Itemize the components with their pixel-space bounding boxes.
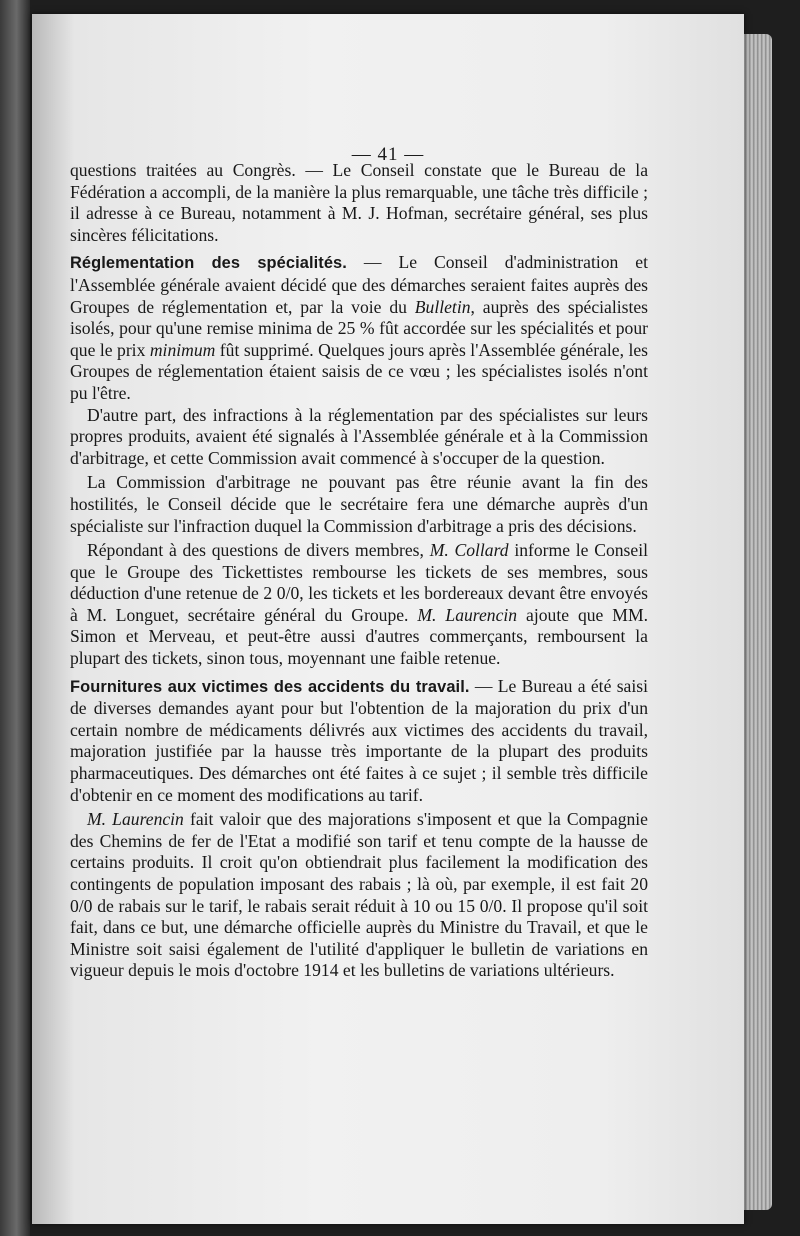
paragraph-text: fait valoir que des majorations s'imposent et que la Compagnie des Chemins de fer de l'Etat a modifié son tarif et tenu compte de la hausse de certains produits. Il croit qu'on obtiendrait plus facilement la modification des contingents de population imposant des rabais ; là où, par exemple, il est fait 20 0/0 de rabais sur le tarif, le rabais serait réduit à 10 ou 15 0/0. Il propose qu'il soit fait, dans ce but, une démarche officielle auprès du Ministre du Travail, et que le Ministre soit saisi également de l'utilité d'appliquer le bulletin de variations en vigueur depuis le mois d'octobre 1914 et les bulletins de variations ultérieurs. bbox=[70, 809, 648, 981]
italic-term: minimum bbox=[149, 339, 216, 360]
page-number: — 41 — bbox=[351, 144, 425, 165]
facing-page-edge bbox=[0, 0, 30, 1236]
paragraph-text: informe le Conseil que le Groupe des Tickettistes rembourse les tickets de ses membres, sous déduction d'une retenue de 2 0/0, les tickets et les bordereaux devant être envoyés à M. Longuet, secrétaire général du Groupe. bbox=[70, 540, 648, 625]
paragraph-text: — Le Bureau a été saisi de diverses demandes ayant pour but l'obtention de la majoration du prix d'un certain nombre de médicaments délivrés aux victimes des accidents du travail, majoration justifiée par la hausse très importante de la plupart des produits pharmaceutiques. Des démarches ont été faites à ce sujet ; il semble très difficile d'obtenir en ce moment des modifications au tarif. bbox=[70, 675, 648, 805]
paragraph-infractions bbox=[70, 405, 648, 470]
section-heading: Réglementation des spécialités. bbox=[70, 254, 347, 273]
person-name: M. Collard bbox=[429, 540, 509, 561]
person-name: M. Laurencin bbox=[417, 604, 518, 625]
paragraph-text: La Commission d'arbitrage ne pouvant pas être réunie avant la fin des hostilités, le Conseil décide que le secrétaire fera une démarche auprès d'un spécialiste sur l'infraction duquel la Commission d'arbitrage a pris des décisions. bbox=[70, 472, 648, 536]
person-name: M. Laurencin bbox=[87, 809, 184, 830]
paragraph-accidents bbox=[70, 676, 648, 807]
paragraph-text: D'autre part, des infractions à la réglementation par des spécialistes sur leurs propres produits, avaient été signalés à l'Assemblée générale et à la Commission d'arbitrage, et cette Commission avait commencé à s'occuper de la question. bbox=[70, 404, 648, 468]
paragraph-laurencin bbox=[70, 809, 648, 982]
book-page bbox=[32, 14, 744, 1224]
body-text bbox=[70, 160, 648, 982]
paragraph-specialites bbox=[70, 252, 648, 404]
paragraph-text: questions traitées au Congrès. — Le Conseil constate que le Bureau de la Fédération a accompli, de la manière la plus remarquable, une tâche très difficile ; il adresse à ce Bureau, notamment à M. J. Hofman, secrétaire général, ses plus sincères félicitations. bbox=[70, 160, 648, 245]
paragraph-text: , auprès des spécialistes isolés, pour qu'une remise minima de 25 % fût accordée sur les spécialités et pour que le prix bbox=[70, 296, 648, 360]
paragraph-congress-thanks bbox=[70, 160, 648, 246]
paragraph-text: Répondant à des questions de divers membres, bbox=[87, 540, 430, 561]
paragraph-text: — Le Conseil d'administration et l'Assemblée générale avaient décidé que des démarches seraient faites auprès des Groupes de réglementation et, par la voie du bbox=[70, 252, 649, 317]
paragraph-text: fût supprimé. Quelques jours après l'Assemblée générale, les Groupes de réglementation étaient saisis de ce vœu ; les spécialistes isolés n'ont pu l'être. bbox=[70, 339, 649, 403]
page-stack-edges bbox=[742, 34, 772, 1210]
paragraph-commission bbox=[70, 472, 648, 537]
paragraph-text: ajoute que MM. Simon et Merveau, et peut-être aussi d'autres commerçants, remboursent la plupart des tickets, sinon tous, moyennant une faible retenue. bbox=[70, 604, 648, 669]
italic-term: Bulletin bbox=[414, 296, 471, 317]
section-heading: Fournitures aux victimes des accidents du travail. bbox=[70, 677, 470, 696]
paragraph-tickets bbox=[70, 540, 648, 670]
